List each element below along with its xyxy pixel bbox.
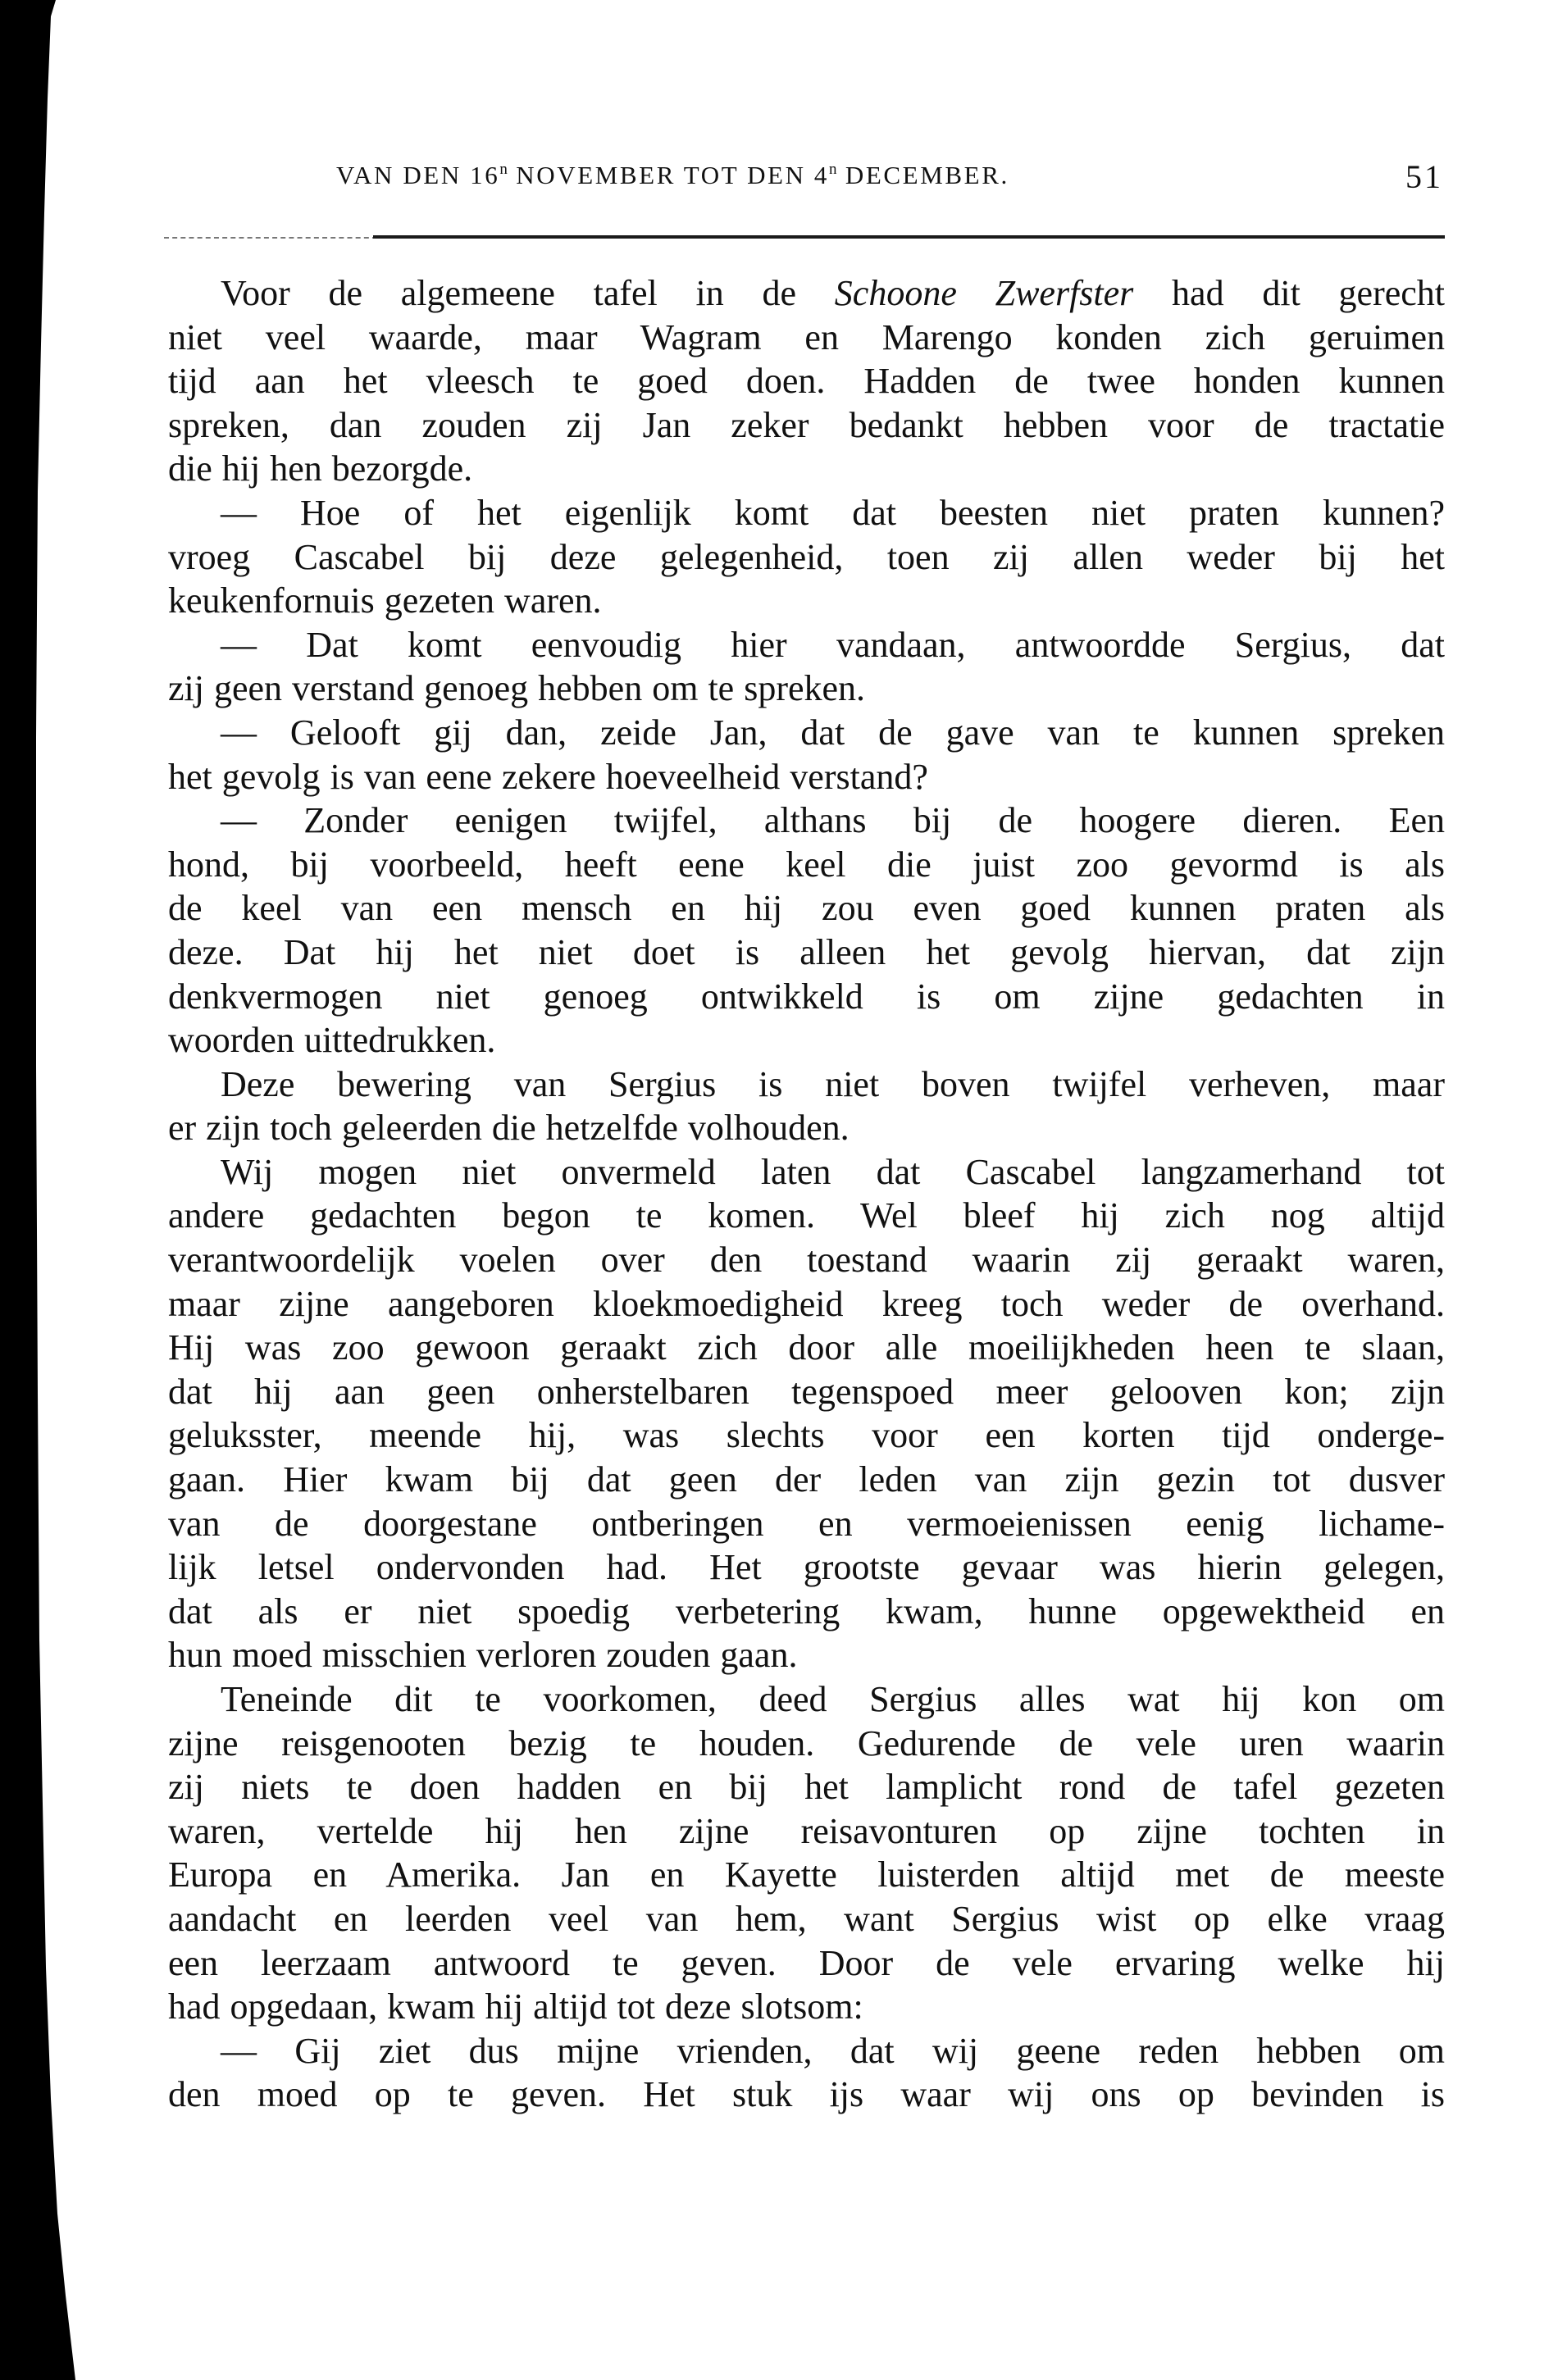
- text-line: keukenfornuis gezeten waren.: [168, 580, 602, 621]
- text-line: vroeg Cascabel bij deze gelegenheid, toen zij allen weder bij het: [168, 536, 1445, 577]
- text-line: Europa en Amerika. Jan en Kayette luisterden altijd met de meeste: [168, 1854, 1445, 1895]
- running-title-start: VAN DEN 16: [336, 161, 500, 189]
- text-line: — Zonder eenigen twijfel, althans bij de hoogere dieren. Een: [221, 800, 1445, 841]
- text-line: woorden uittedrukken.: [168, 1020, 496, 1061]
- text-line: de keel van een mensch en hij zou even goed kunnen praten als: [168, 888, 1445, 929]
- superscript: n: [829, 161, 837, 178]
- page-number: 51: [1405, 158, 1443, 195]
- text-line: hun moed misschien verloren zouden gaan.: [168, 1635, 798, 1676]
- text-line: — Dat komt eenvoudig hier vandaan, antwoordde Sergius, dat: [221, 624, 1445, 665]
- text-line: had opgedaan, kwam hij altijd tot deze slotsom:: [168, 1986, 863, 2027]
- header-rule-faded: [164, 237, 377, 239]
- text-line: — Hoe of het eigenlijk komt dat beesten niet praten kunnen?: [221, 492, 1445, 533]
- header-rule-solid: [373, 235, 1445, 239]
- header-rule: [164, 235, 1445, 239]
- text-line: Teneinde dit te voorkomen, deed Sergius alles wat hij kon om: [221, 1679, 1445, 1719]
- text-line: Deze bewering van Sergius is niet boven twijfel verheven, maar: [221, 1063, 1445, 1104]
- text-line: van de doorgestane ontberingen en vermoeienissen eenig lichame-: [168, 1503, 1445, 1544]
- superscript: n: [499, 161, 508, 178]
- text-line: er zijn toch geleerden die hetzelfde volhouden.: [168, 1108, 850, 1149]
- text-line: maar zijne aangeboren kloekmoedigheid kreeg toch weder de overhand.: [168, 1283, 1445, 1324]
- text-line: verantwoordelijk voelen over den toestand waarin zij geraakt waren,: [168, 1240, 1445, 1281]
- text-line: deze. Dat hij het niet doet is alleen het gevolg hiervan, dat zijn: [168, 931, 1445, 972]
- text-line: aandacht en leerden veel van hem, want Sergius wist op elke vraag: [168, 1898, 1445, 1939]
- text-line: spreken, dan zouden zij Jan zeker bedankt hebben voor de tractatie: [168, 404, 1445, 445]
- body-text: [168, 271, 1445, 2117]
- text-line: gaan. Hier kwam bij dat geen der leden van zijn gezin tot dusver: [168, 1459, 1445, 1500]
- text-line: het gevolg is van eene zekere hoeveelheid verstand?: [168, 756, 928, 797]
- text-line: zijne reisgenooten bezig te houden. Gedurende de vele uren waarin: [168, 1722, 1445, 1763]
- text-line: — Gij ziet dus mijne vrienden, dat wij geene reden hebben om: [221, 2030, 1445, 2071]
- text-line: andere gedachten begon te komen. Wel bleef hij zich nog altijd: [168, 1195, 1445, 1236]
- text-line: een leerzaam antwoord te geven. Door de vele ervaring welke hij: [168, 1942, 1445, 1983]
- running-head: [164, 158, 1445, 210]
- book-binding-edge: [0, 0, 82, 2380]
- text-line: tijd aan het vleesch te goed doen. Hadden de twee honden kunnen: [168, 361, 1445, 402]
- text-line: zij niets te doen hadden en bij het lamplicht rond de tafel gezeten: [168, 1767, 1445, 1808]
- text-line: Hij was zoo gewoon geraakt zich door alle moeilijkheden heen te slaan,: [168, 1327, 1445, 1368]
- text-line: waren, vertelde hij hen zijne reisavonturen op zijne tochten in: [168, 1810, 1445, 1851]
- text-line: zij geen verstand genoeg hebben om te spreken.: [168, 668, 866, 709]
- text-line: hond, bij voorbeeld, heeft eene keel die juist zoo gevormd is als: [168, 844, 1445, 885]
- running-title-end: DECEMBER.: [836, 161, 1009, 189]
- text-line: denkvermogen niet genoeg ontwikkeld is om zijne gedachten in: [168, 976, 1445, 1017]
- text-line: niet veel waarde, maar Wagram en Marengo konden zich geruimen: [168, 316, 1445, 357]
- text-line: geluksster, meende hij, was slechts voor een korten tijd onderge-: [168, 1415, 1445, 1456]
- text-line: lijk letsel ondervonden had. Het grootste gevaar was hierin gelegen,: [168, 1547, 1445, 1588]
- text-line: — Gelooft gij dan, zeide Jan, dat de gave van te kunnen spreken: [221, 712, 1445, 753]
- text-line: die hij hen bezorgde.: [168, 448, 473, 489]
- running-title-middle: NOVEMBER TOT DEN 4: [507, 161, 830, 189]
- text-line: dat hij aan geen onherstelbaren tegenspoed meer gelooven kon; zijn: [168, 1371, 1445, 1412]
- running-title: [336, 161, 1009, 190]
- italic-title: Schoone Zwerfster: [834, 273, 1134, 313]
- text-line: Voor de algemeene tafel in de Schoone Zwerfster had dit gerecht: [221, 273, 1446, 313]
- text-line: den moed op te geven. Het stuk ijs waar wij ons op bevinden is: [168, 2074, 1445, 2115]
- text-line: dat als er niet spoedig verbetering kwam, hunne opgewektheid en: [168, 1590, 1445, 1631]
- text-line: Wij mogen niet onvermeld laten dat Cascabel langzamerhand tot: [221, 1151, 1445, 1192]
